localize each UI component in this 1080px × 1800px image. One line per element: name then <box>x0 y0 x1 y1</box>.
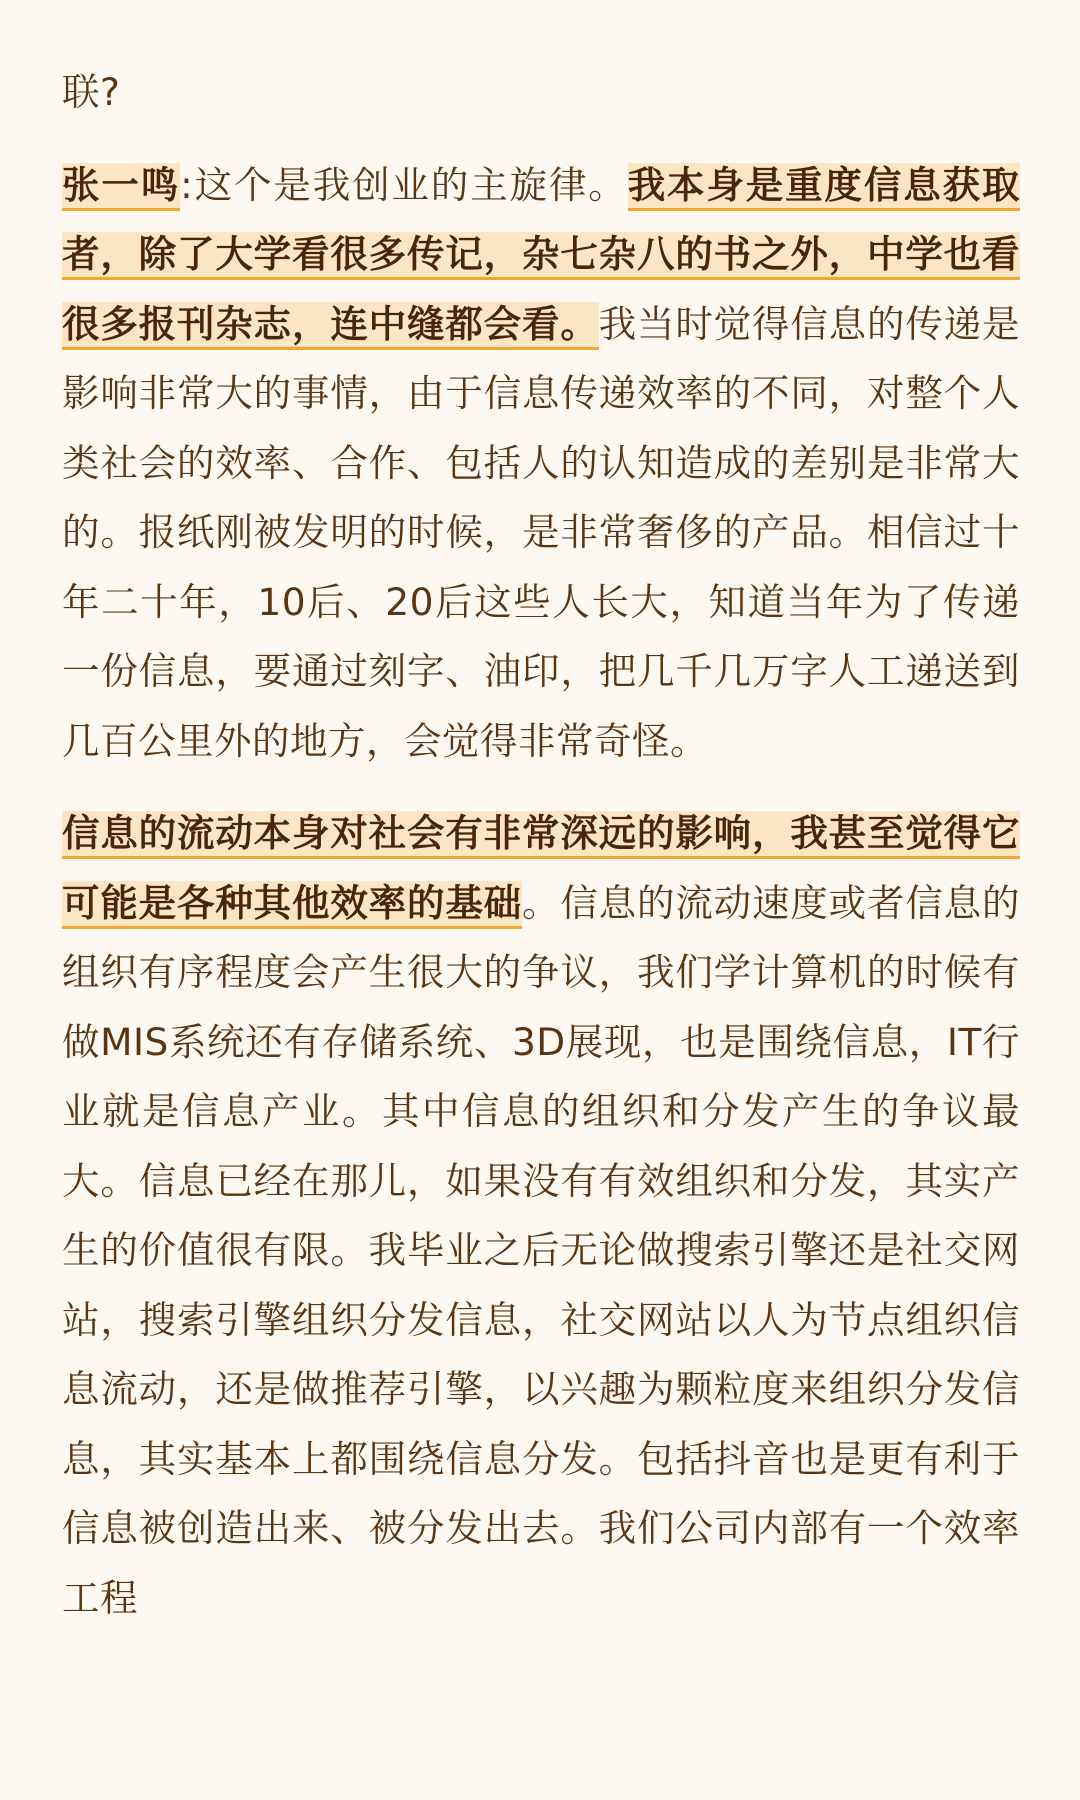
highlighted-quote: 我本身是重度信息获取者，除了大学看很多传记，杂七杂八的书之外，中学也看很多报刊杂志，连中缝都会看。 <box>62 163 1020 350</box>
paragraph-lead-text: 这个是我创业的主旋律。 <box>193 162 628 207</box>
paragraph-text: 。信息的流动速度或者信息的组织有序程度会产生很大的争议，我们学计算机的时候有做MIS系统还有存储系统、3D展现，也是围绕信息，IT行业就是信息产业。其中信息的组织和分发产生的争议最大。信息已经在那儿，如果没有有效组织和分发，其实产生的价值很有限。我毕业之后无论做搜索引擎还是社交网站，搜索引擎组织分发信息，社交网站以人为节点组织信息流动，还是做推荐引擎，以兴趣为颗粒度来组织分发信息，其实基本上都围绕信息分发。包括抖音也是更有利于信息被创造出来、被分发出去。我们公司内部有一个效率工程 <box>62 880 1020 1620</box>
continuation-text: 联? <box>62 70 121 114</box>
highlighted-quote: 信息的流动本身对社会有非常深远的影响，我甚至觉得它可能是各种其他效率的基础 <box>62 811 1020 929</box>
speaker-colon: : <box>180 162 194 207</box>
interview-paragraph-2 <box>62 799 1020 1633</box>
speaker-name: 张一鸣 <box>62 163 180 211</box>
interview-paragraph-1 <box>62 151 1020 777</box>
paragraph-text: 我当时觉得信息的传递是影响非常大的事情，由于信息传递效率的不同，对整个人类社会的效率、合作、包括人的认知造成的差别是非常大的。报纸刚被发明的时候，是非常奢侈的产品。相信过十年二十年，10后、20后这些人长大，知道当年为了传递一份信息，要通过刻字、油印，把几千几万字人工递送到几百公里外的地方，会觉得非常奇怪。 <box>62 301 1021 763</box>
article-body <box>62 58 1020 1633</box>
continuation-line <box>62 58 1020 128</box>
